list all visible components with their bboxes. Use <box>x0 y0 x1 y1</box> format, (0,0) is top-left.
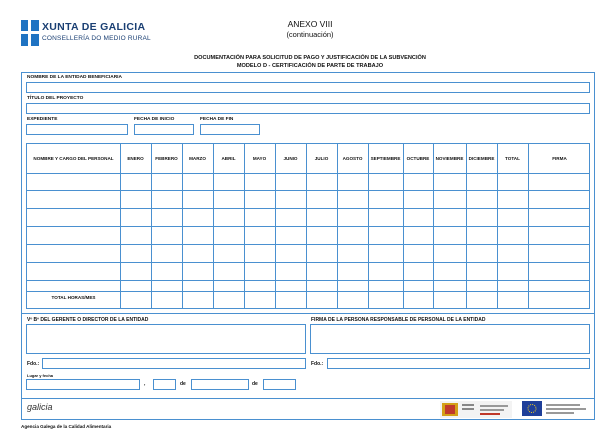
de-separator-1: de <box>180 381 186 387</box>
de-separator-2: de <box>252 381 258 387</box>
agency-name: Agencia Galega de la Calidad Alimentaria <box>21 424 112 429</box>
signature-divider <box>21 313 595 314</box>
comma-separator: , <box>144 381 146 387</box>
total-hours-label: TOTAL HORAS/MES <box>51 295 96 300</box>
annex-title: ANEXO VIII <box>287 19 333 29</box>
document-model: MODELO D - CERTIFICACIÓN DE PARTE DE TRABAJO <box>236 63 384 69</box>
end-date-label: FECHA DE FIN <box>200 117 234 122</box>
responsible-signature-box[interactable] <box>310 324 590 354</box>
project-label: TÍTULO DEL PROYECTO <box>27 96 84 101</box>
col-header-feb: FEBRERO <box>155 156 178 161</box>
manager-approval-label: Vº Bº DEL GERENTE O DIRECTOR DE LA ENTIDAD <box>27 317 149 323</box>
col-header-may: MAYO <box>252 156 267 161</box>
signed-by-left-field[interactable] <box>42 358 306 369</box>
day-field[interactable] <box>153 379 176 390</box>
government-logo-icon <box>440 401 512 418</box>
xunta-flag-icon <box>21 20 39 46</box>
place-field[interactable] <box>26 379 140 390</box>
entity-field[interactable] <box>26 82 590 93</box>
col-header-jan: ENERO <box>127 156 144 161</box>
start-date-field[interactable] <box>134 124 194 135</box>
file-field[interactable] <box>26 124 128 135</box>
file-label: EXPEDIENTE <box>27 117 58 122</box>
project-field[interactable] <box>26 103 590 114</box>
document-title: DOCUMENTACIÓN PARA SOLICITUD DE PAGO Y JUSTIFICACIÓN DE LA SUBVENCIÓN <box>194 55 426 61</box>
col-header-signature: FIRMA <box>552 156 567 161</box>
col-header-total: TOTAL <box>505 156 520 161</box>
signed-by-right-label: Fdo.: <box>311 361 324 367</box>
entity-label: NOMBRE DE LA ENTIDAD BENEFICIARIA <box>27 75 122 80</box>
place-date-label: Lugar y fecha <box>27 373 54 378</box>
hours-table <box>26 143 590 309</box>
end-date-field[interactable] <box>200 124 260 135</box>
eu-flag-icon <box>522 401 594 418</box>
col-header-dec: DICIEMBRE <box>468 156 495 161</box>
col-header-jul: JULIO <box>314 156 329 161</box>
responsible-signature-label: FIRMA DE LA PERSONA RESPONSABLE DE PERSONAL DE LA ENTIDAD <box>311 317 486 323</box>
col-header-nov: NOVIEMBRE <box>435 156 464 161</box>
col-header-sep: SEPTIEMBRE <box>370 156 401 161</box>
signed-by-right-field[interactable] <box>327 358 590 369</box>
annex-subtitle: (continuación) <box>286 30 334 39</box>
col-header-apr: ABRIL <box>221 156 236 161</box>
month-field[interactable] <box>191 379 249 390</box>
footer-divider <box>21 398 595 399</box>
dept-name: CONSELLERÍA DO MEDIO RURAL <box>42 35 151 42</box>
signed-by-left-label: Fdo.: <box>27 361 40 367</box>
start-date-label: FECHA DE INICIO <box>134 117 175 122</box>
col-header-jun: JUNIO <box>283 156 298 161</box>
col-header-name: NOMBRE Y CARGO DEL PERSONAL <box>33 156 114 161</box>
col-header-oct: OCTUBRE <box>406 156 430 161</box>
col-header-mar: MARZO <box>189 156 206 161</box>
org-name: XUNTA DE GALICIA <box>42 21 146 33</box>
galicia-logo: galicia <box>27 402 53 412</box>
year-field[interactable] <box>263 379 296 390</box>
col-header-aug: AGOSTO <box>342 156 363 161</box>
manager-signature-box[interactable] <box>26 324 306 354</box>
